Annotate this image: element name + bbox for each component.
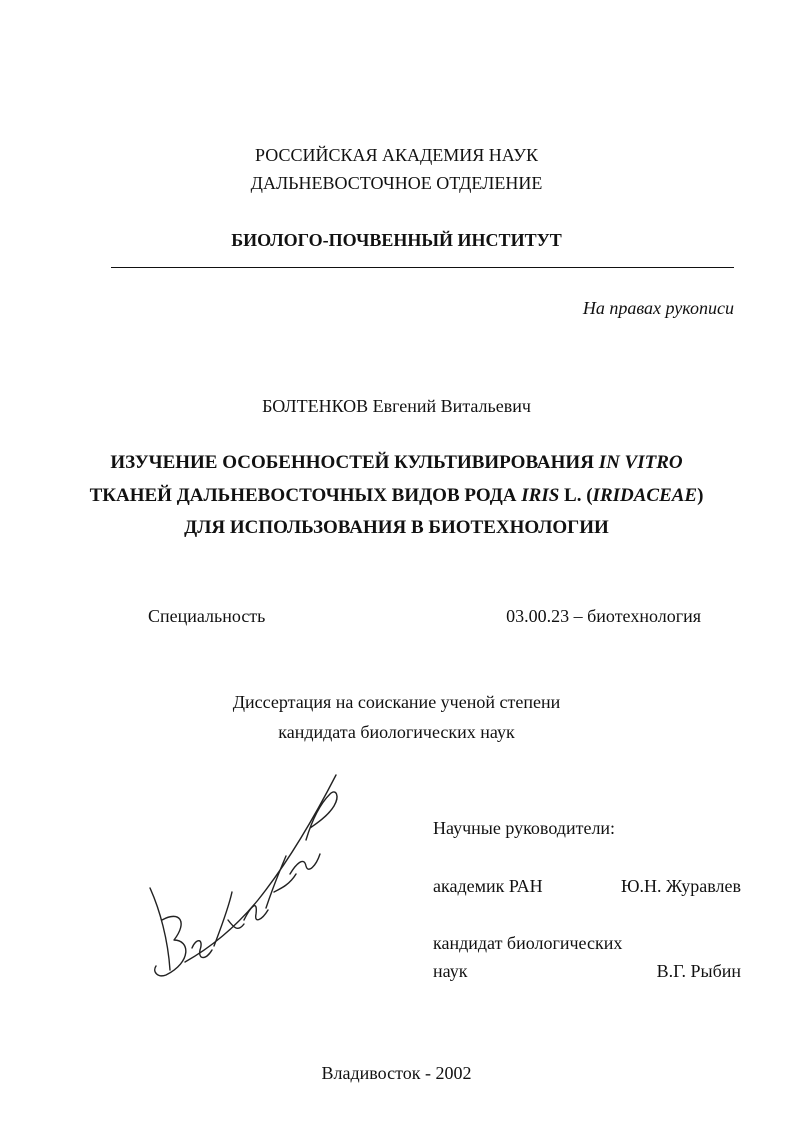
title-line-3: ДЛЯ ИСПОЛЬЗОВАНИЯ В БИОТЕХНОЛОГИИ: [184, 517, 609, 538]
branch-name: ДАЛЬНЕВОСТОЧНОЕ ОТДЕЛЕНИЕ: [250, 173, 543, 193]
title-line-1-text: ИЗУЧЕНИЕ ОСОБЕННОСТЕЙ КУЛЬТИВИРОВАНИЯ: [110, 452, 599, 473]
degree-line-2: кандидата биологических наук: [278, 722, 515, 742]
degree-line-1: Диссертация на соискание ученой степени: [232, 692, 561, 712]
advisors-heading: Научные руководители:: [433, 818, 616, 838]
title-in-vitro: IN VITRO: [598, 452, 683, 473]
title-line-2: [0, 485, 793, 507]
title-close-paren: ): [697, 485, 704, 506]
title-genus: IRIS: [521, 485, 560, 506]
handwritten-signature: [140, 770, 350, 985]
city-year: Владивосток - 2002: [321, 1063, 472, 1083]
specialty-label: Специальность: [148, 606, 266, 626]
title-line-1: [0, 452, 793, 474]
title-family: IRIDACEAE: [592, 485, 698, 506]
advisor-1-title: академик РАН: [433, 876, 543, 896]
academy-name: РОССИЙСКАЯ АКАДЕМИЯ НАУК: [255, 145, 538, 165]
specialty-value: 03.00.23 – биотехнология: [506, 606, 701, 626]
institute-name: БИОЛОГО-ПОЧВЕННЫЙ ИНСТИТУТ: [231, 230, 562, 250]
advisor-1-name: Ю.Н. Журавлев: [621, 876, 741, 896]
author-name: БОЛТЕНКОВ Евгений Витальевич: [262, 396, 531, 416]
header-divider: [111, 267, 734, 268]
advisor-2-title-line-2: наук: [433, 961, 468, 981]
advisor-2-title-line-1: кандидат биологических: [433, 933, 623, 953]
manuscript-note: На правах рукописи: [582, 298, 734, 318]
title-author-abbrev: L. (: [559, 485, 593, 506]
title-line-2-text: ТКАНЕЙ ДАЛЬНЕВОСТОЧНЫХ ВИДОВ РОДА: [89, 485, 522, 506]
advisor-2-name: В.Г. Рыбин: [656, 961, 741, 981]
